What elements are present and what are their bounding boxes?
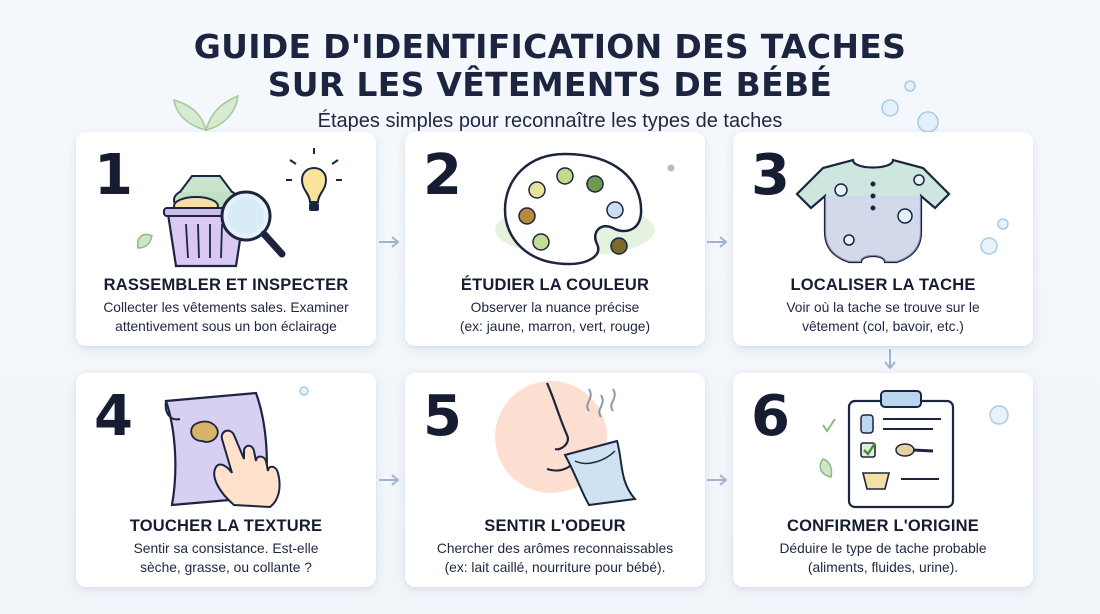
step-description bbox=[86, 298, 366, 336]
checklist-clipboard-icon bbox=[793, 381, 1033, 511]
step-description bbox=[86, 539, 366, 577]
step-description-line-1: Observer la nuance précise bbox=[470, 300, 640, 315]
arrow-right-icon bbox=[706, 235, 728, 249]
step-description bbox=[743, 539, 1023, 577]
step-number: 4 bbox=[94, 384, 133, 449]
step-description bbox=[415, 298, 695, 336]
step-title: ÉTUDIER LA COULEUR bbox=[460, 276, 650, 294]
arrow-right-icon bbox=[706, 473, 728, 487]
step-number: 1 bbox=[94, 143, 133, 208]
step-description-line-1: Chercher des arômes reconnaissables bbox=[436, 541, 674, 556]
step-card-2 bbox=[405, 132, 705, 346]
step-description bbox=[743, 298, 1023, 336]
title-line-1: GUIDE D'IDENTIFICATION DES TACHES bbox=[193, 27, 907, 66]
baby-bodysuit-icon bbox=[793, 140, 1033, 270]
arrow-right-icon bbox=[378, 235, 400, 249]
step-card-4 bbox=[76, 373, 376, 587]
hand-touching-fabric-icon bbox=[136, 381, 376, 511]
step-description-line-1: Voir où la tache se trouve sur le bbox=[786, 300, 980, 315]
page-subtitle: Étapes simples pour reconnaître les types de taches bbox=[317, 110, 783, 132]
step-description-line-2: (ex: lait caillé, nourriture pour bébé). bbox=[444, 560, 666, 575]
step-number: 2 bbox=[423, 143, 462, 208]
step-title: TOUCHER LA TEXTURE bbox=[129, 517, 323, 535]
step-card-6 bbox=[733, 373, 1033, 587]
arrow-right-icon bbox=[378, 473, 400, 487]
step-number: 5 bbox=[423, 384, 462, 449]
color-palette-icon bbox=[465, 140, 705, 270]
step-card-3 bbox=[733, 132, 1033, 346]
nose-smelling-cloth-icon bbox=[465, 381, 705, 511]
step-description-line-2: attentivement sous un bon éclairage bbox=[115, 319, 337, 334]
step-description-line-2: vêtement (col, bavoir, etc.) bbox=[802, 319, 964, 334]
step-description-line-2: sèche, grasse, ou collante ? bbox=[140, 560, 312, 575]
step-description-line-1: Collecter les vêtements sales. Examiner bbox=[103, 300, 349, 315]
step-card-1 bbox=[76, 132, 376, 346]
step-description-line-1: Sentir sa consistance. Est-elle bbox=[133, 541, 319, 556]
laundry-basket-magnifier-icon bbox=[136, 140, 376, 270]
leaf-decoration-icon bbox=[166, 86, 246, 134]
arrow-down-icon bbox=[883, 348, 897, 370]
title-line-2: SUR LES VÊTEMENTS DE BÉBÉ bbox=[267, 65, 833, 104]
step-number: 6 bbox=[751, 384, 790, 449]
step-title: SENTIR L'ODEUR bbox=[484, 517, 626, 535]
step-card-5 bbox=[405, 373, 705, 587]
bubbles-decoration-icon bbox=[876, 78, 946, 138]
step-title: RASSEMBLER ET INSPECTER bbox=[103, 276, 349, 294]
step-description-line-2: (ex: jaune, marron, vert, rouge) bbox=[459, 319, 651, 334]
step-title: CONFIRMER L'ORIGINE bbox=[787, 517, 979, 535]
step-description-line-2: (aliments, fluides, urine). bbox=[807, 560, 959, 575]
step-number: 3 bbox=[751, 143, 790, 208]
step-description bbox=[415, 539, 695, 577]
step-title: LOCALISER LA TACHE bbox=[790, 276, 976, 294]
step-description-line-1: Déduire le type de tache probable bbox=[779, 541, 987, 556]
